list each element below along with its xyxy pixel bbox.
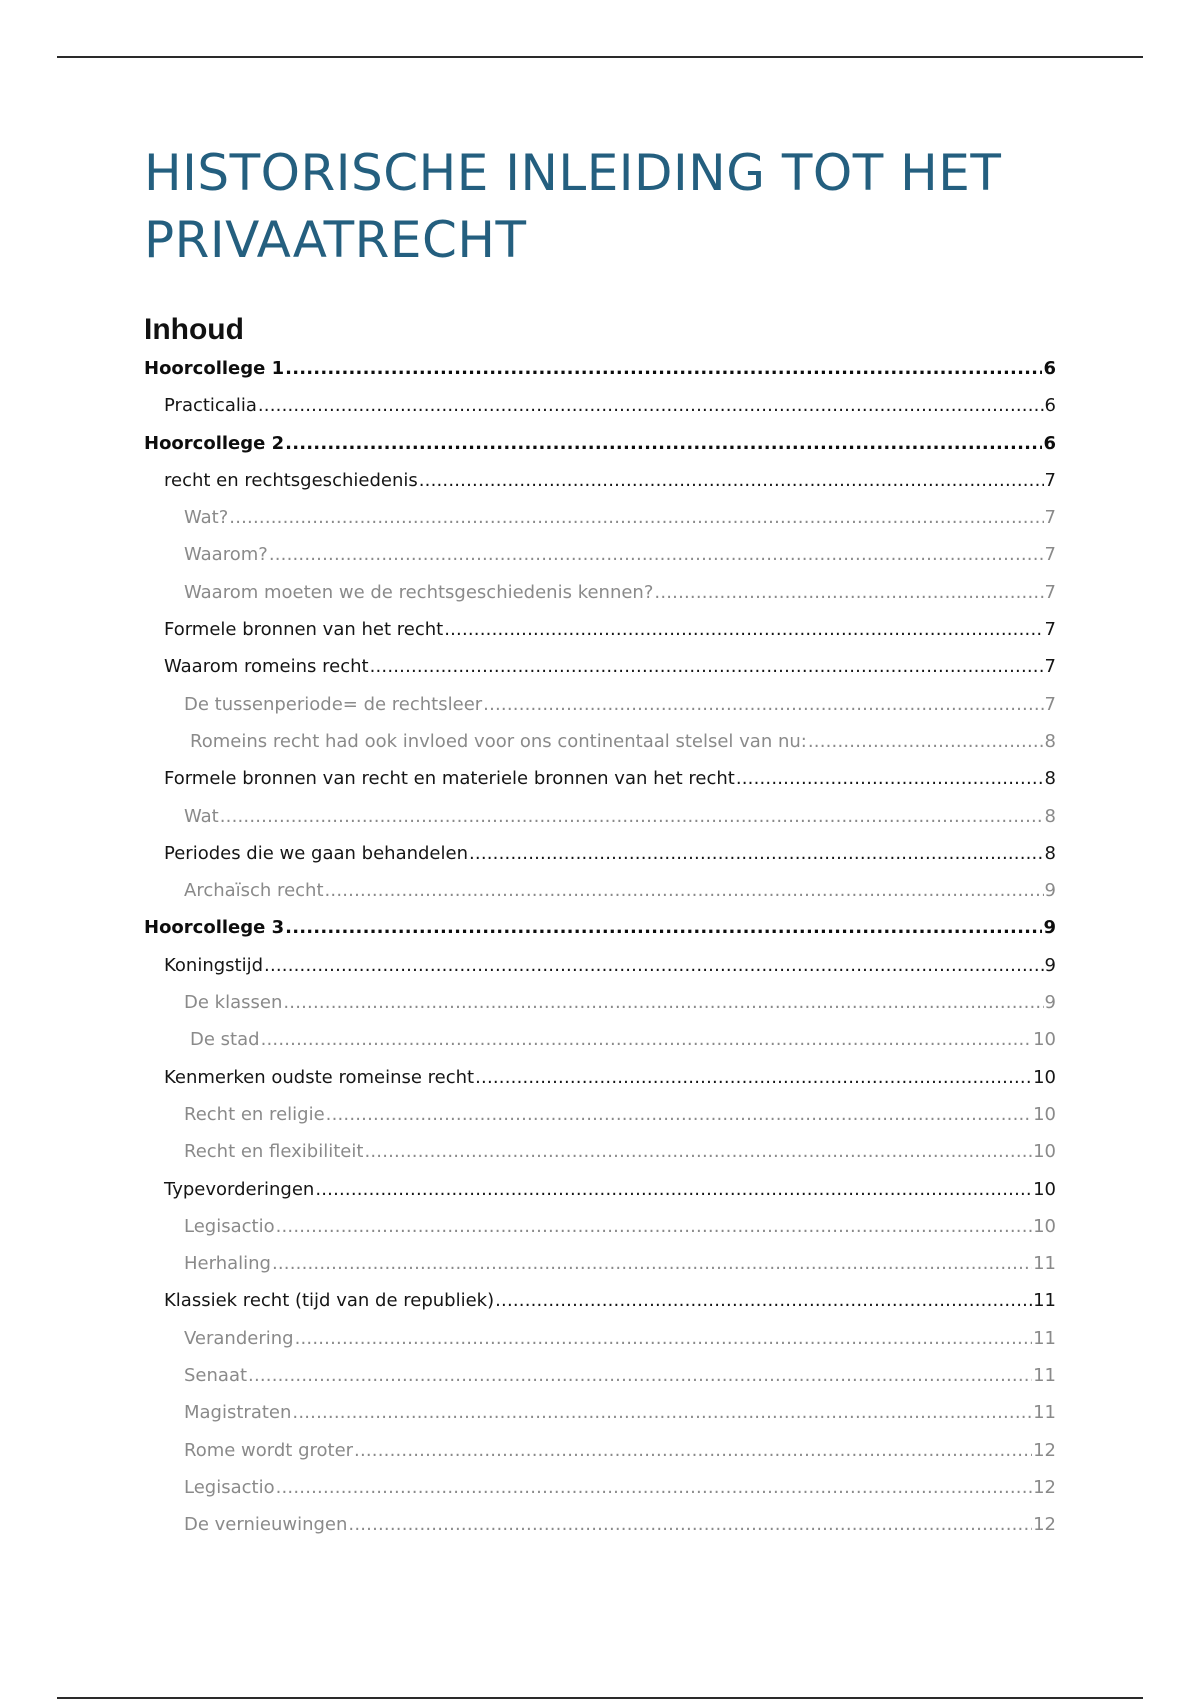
toc-dot-leader [419, 470, 1044, 491]
toc-entry[interactable] [144, 806, 1056, 843]
toc-dot-leader [272, 1253, 1032, 1274]
toc-entry[interactable] [144, 656, 1056, 693]
toc-dot-leader [325, 880, 1044, 901]
toc-entry-page-number[interactable]: 11 [1033, 1290, 1056, 1312]
toc-dot-leader [354, 1440, 1032, 1461]
footer-rule [57, 1697, 1143, 1699]
toc-entry[interactable] [144, 1328, 1056, 1365]
toc-dot-leader [370, 656, 1044, 677]
toc-dot-leader [258, 395, 1044, 416]
toc-dot-leader [285, 433, 1042, 454]
toc-entry-label[interactable]: Formele bronnen van recht en materiele bronnen van het recht [164, 768, 735, 790]
toc-entry-label[interactable]: Magistraten [184, 1402, 292, 1424]
toc-entry-page-number[interactable]: 8 [1044, 842, 1056, 864]
toc-entry-label[interactable]: Kenmerken oudste romeinse recht [164, 1066, 475, 1088]
toc-entry[interactable] [144, 1365, 1056, 1402]
toc-entry-page-number[interactable]: 7 [1044, 581, 1056, 603]
toc-entry-page-number[interactable]: 10 [1033, 1215, 1056, 1237]
toc-dot-leader [483, 694, 1043, 715]
toc-entry[interactable] [144, 619, 1056, 656]
toc-heading: Inhoud [144, 313, 244, 346]
toc-entry-page-number[interactable]: 11 [1033, 1365, 1056, 1387]
header-rule [57, 56, 1143, 58]
toc-entry-label[interactable]: recht en rechtsgeschiedenis [164, 469, 418, 491]
toc-entry-label[interactable]: Periodes die we gaan behandelen [164, 842, 468, 864]
toc-entry[interactable] [144, 1104, 1056, 1141]
toc-entry-label[interactable]: Romeins recht had ook invloed voor ons continentaal stelsel van nu: [190, 730, 807, 752]
toc-dot-leader [315, 1179, 1032, 1200]
toc-entry-page-number[interactable]: 7 [1044, 619, 1056, 641]
toc-entry-label[interactable]: Waarom moeten we de rechtsgeschiedenis kennen? [184, 581, 654, 603]
toc-entry-page-number[interactable]: 9 [1044, 880, 1056, 902]
toc-entry[interactable] [144, 1141, 1056, 1178]
toc-entry[interactable] [144, 992, 1056, 1029]
toc-entry-label[interactable]: De vernieuwingen [184, 1514, 348, 1536]
toc-entry-page-number[interactable]: 8 [1044, 768, 1056, 790]
toc-entry[interactable] [144, 1402, 1056, 1439]
toc-entry-page-number[interactable]: 8 [1044, 730, 1056, 752]
toc-entry[interactable] [144, 544, 1056, 581]
toc-entry-label[interactable]: Hoorcollege 1 [144, 358, 285, 379]
toc-entry[interactable] [144, 470, 1056, 507]
toc-entry[interactable] [144, 395, 1056, 432]
toc-dot-leader [444, 619, 1043, 640]
toc-entry[interactable] [144, 1514, 1056, 1551]
toc-entry-label[interactable]: Waarom romeins recht [164, 656, 369, 678]
toc-entry-page-number[interactable]: 10 [1033, 1029, 1056, 1051]
toc-dot-leader [276, 1216, 1033, 1237]
toc-entry-label[interactable]: Wat [184, 805, 219, 827]
toc-entry[interactable] [144, 694, 1056, 731]
table-of-contents [144, 358, 1056, 1552]
toc-entry[interactable] [144, 1290, 1056, 1327]
toc-entry[interactable] [144, 955, 1056, 992]
toc-entry-label[interactable]: De stad [190, 1029, 260, 1051]
toc-dot-leader [292, 1402, 1032, 1423]
toc-entry-label[interactable]: Wat? [184, 507, 229, 529]
toc-entry-page-number[interactable]: 11 [1033, 1253, 1056, 1275]
toc-dot-leader [261, 1029, 1033, 1050]
toc-entry-label[interactable]: Senaat [184, 1365, 248, 1387]
toc-entry-page-number[interactable]: 11 [1033, 1402, 1056, 1424]
toc-dot-leader [736, 768, 1044, 789]
toc-entry-page-number[interactable]: 7 [1044, 693, 1056, 715]
toc-entry-page-number[interactable]: 7 [1044, 656, 1056, 678]
toc-entry[interactable] [144, 843, 1056, 880]
toc-dot-leader [269, 544, 1044, 565]
toc-dot-leader [285, 358, 1042, 379]
toc-entry-label[interactable]: Klassiek recht (tijd van de republiek) [164, 1290, 495, 1312]
toc-entry[interactable] [144, 768, 1056, 805]
document-page [144, 140, 1056, 1552]
toc-entry-label[interactable]: Hoorcollege 3 [144, 917, 285, 939]
toc-entry[interactable] [144, 1440, 1056, 1477]
toc-entry-page-number[interactable]: 12 [1033, 1439, 1056, 1461]
toc-entry-page-number[interactable]: 8 [1044, 805, 1056, 827]
toc-entry-page-number[interactable]: 9 [1044, 954, 1056, 976]
toc-entry-label[interactable]: Practicalia [164, 395, 257, 417]
toc-entry[interactable] [144, 582, 1056, 619]
toc-entry-page-number[interactable]: 9 [1044, 992, 1056, 1014]
toc-entry[interactable] [144, 917, 1056, 954]
toc-entry-label[interactable]: Recht en flexibiliteit [184, 1141, 364, 1163]
toc-entry-label[interactable]: De tussenperiode= de rechtsleer [184, 693, 483, 715]
toc-entry-page-number[interactable]: 7 [1044, 469, 1056, 491]
toc-entry[interactable] [144, 358, 1056, 395]
toc-entry-label[interactable]: Verandering [184, 1327, 294, 1349]
toc-dot-leader [220, 806, 1044, 827]
toc-entry[interactable] [144, 1179, 1056, 1216]
toc-entry[interactable] [144, 1253, 1056, 1290]
toc-dot-leader [495, 1290, 1032, 1311]
toc-entry-label[interactable]: Hoorcollege 2 [144, 432, 285, 454]
toc-entry-page-number[interactable]: 6 [1043, 358, 1056, 379]
toc-entry-page-number[interactable]: 12 [1033, 1514, 1056, 1536]
toc-entry-label[interactable]: Archaïsch recht [184, 880, 324, 902]
toc-entry-label[interactable]: Recht en religie [184, 1103, 325, 1125]
toc-entry[interactable] [144, 433, 1056, 470]
toc-dot-leader [264, 955, 1044, 976]
toc-entry[interactable] [144, 1216, 1056, 1253]
toc-entry[interactable] [144, 1067, 1056, 1104]
toc-entry-label[interactable]: Waarom? [184, 544, 268, 566]
toc-entry-page-number[interactable]: 10 [1033, 1141, 1056, 1163]
toc-entry-page-number[interactable]: 6 [1044, 395, 1056, 417]
toc-entry-label[interactable]: Typevorderingen [164, 1178, 315, 1200]
document-title: HISTORISCHE INLEIDING TOT HET PRIVAATRECHT [144, 144, 1002, 269]
toc-entry-page-number[interactable]: 6 [1043, 432, 1056, 454]
toc-dot-leader [808, 731, 1044, 752]
toc-entry[interactable] [144, 1029, 1056, 1066]
toc-entry-page-number[interactable]: 7 [1044, 544, 1056, 566]
toc-entry[interactable] [144, 1477, 1056, 1514]
toc-dot-leader [285, 917, 1042, 938]
toc-entry[interactable] [144, 880, 1056, 917]
toc-entry-page-number[interactable]: 12 [1033, 1476, 1056, 1498]
toc-entry-page-number[interactable]: 7 [1044, 507, 1056, 529]
toc-entry-page-number[interactable]: 11 [1033, 1327, 1056, 1349]
toc-entry-page-number[interactable]: 10 [1033, 1103, 1056, 1125]
toc-entry-label[interactable]: Koningstijd [164, 954, 264, 976]
toc-entry-label[interactable]: Legisactio [184, 1215, 275, 1237]
toc-dot-leader [364, 1141, 1032, 1162]
toc-entry-label[interactable]: Legisactio [184, 1476, 275, 1498]
toc-dot-leader [348, 1514, 1032, 1535]
toc-entry-page-number[interactable]: 10 [1033, 1178, 1056, 1200]
toc-dot-leader [283, 992, 1043, 1013]
toc-dot-leader [295, 1328, 1033, 1349]
toc-dot-leader [326, 1104, 1032, 1125]
toc-entry-label[interactable]: De klassen [184, 992, 283, 1014]
toc-entry-label[interactable]: Formele bronnen van het recht [164, 619, 444, 641]
toc-entry[interactable] [144, 731, 1056, 768]
toc-dot-leader [469, 843, 1044, 864]
toc-dot-leader [276, 1477, 1033, 1498]
toc-entry[interactable] [144, 507, 1056, 544]
toc-entry-label[interactable]: Rome wordt groter [184, 1439, 354, 1461]
toc-entry-page-number[interactable]: 10 [1033, 1066, 1056, 1088]
toc-entry-page-number[interactable]: 9 [1043, 917, 1056, 939]
toc-dot-leader [248, 1365, 1032, 1386]
toc-dot-leader [654, 582, 1043, 603]
toc-entry-label[interactable]: Herhaling [184, 1253, 271, 1275]
toc-dot-leader [475, 1067, 1032, 1088]
toc-dot-leader [229, 507, 1043, 528]
